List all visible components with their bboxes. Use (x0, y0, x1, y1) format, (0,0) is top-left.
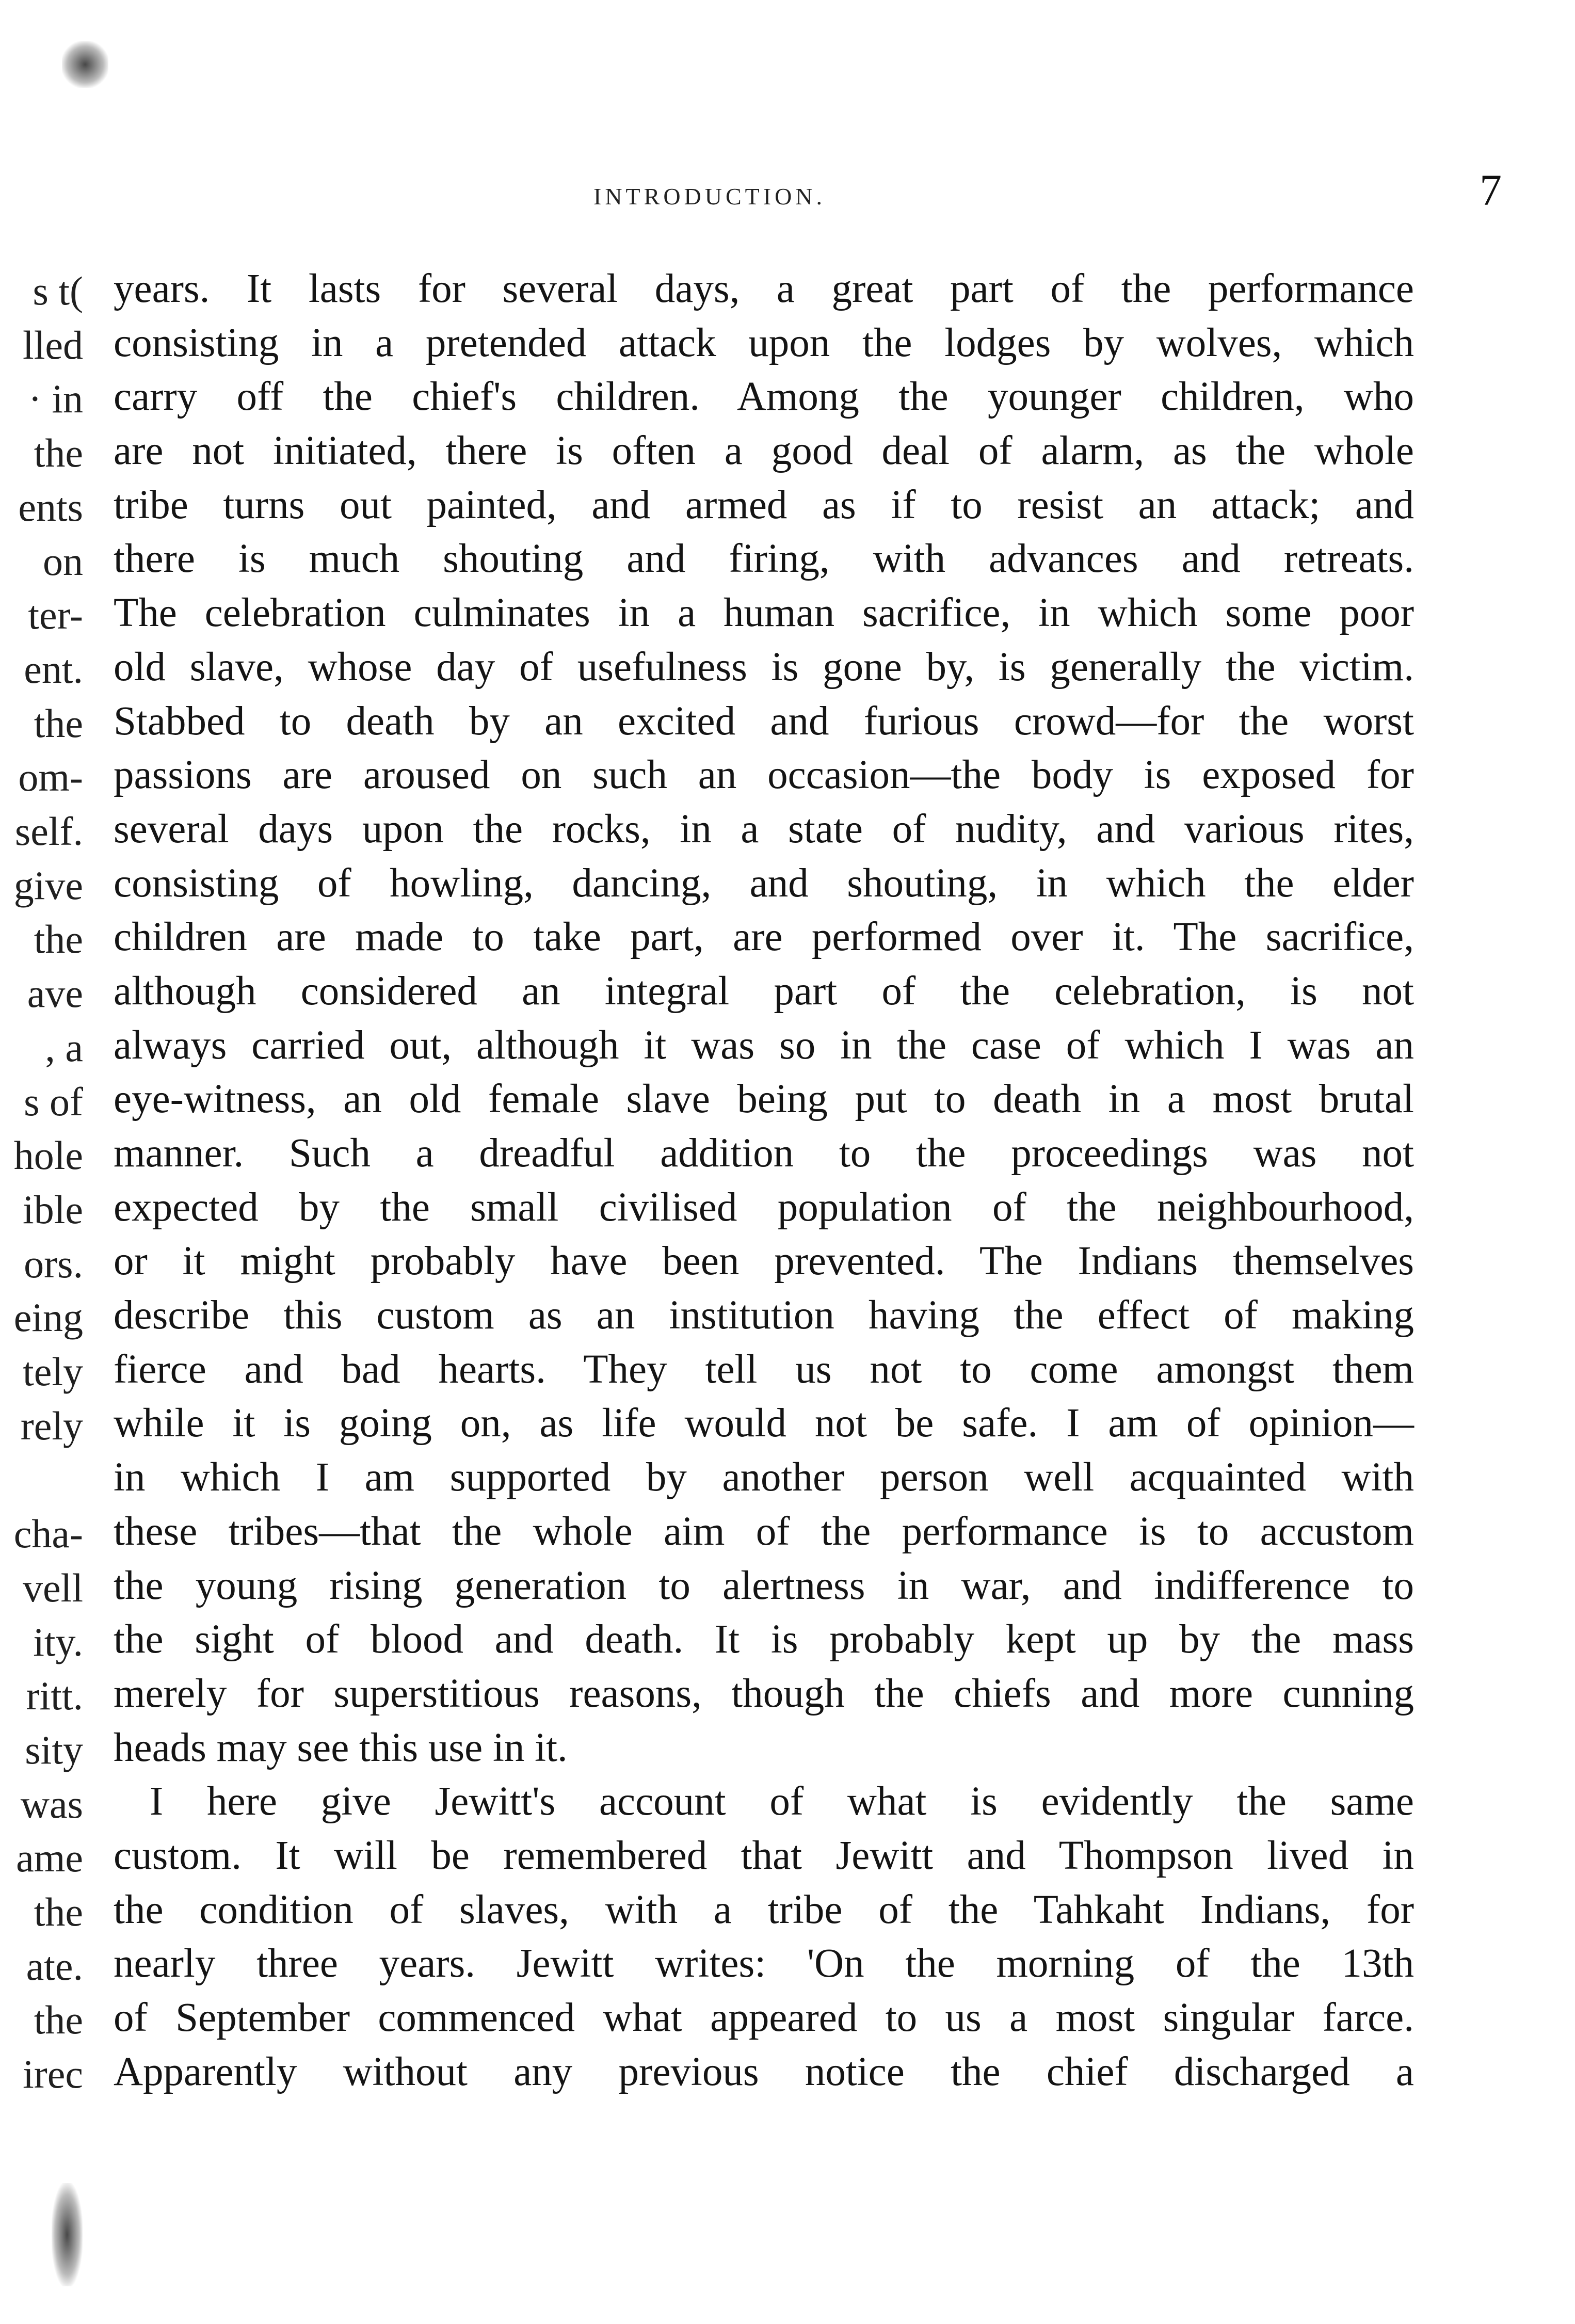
margin-fragment: tely (23, 1349, 83, 1394)
margin-fragment: ible (23, 1187, 83, 1232)
text-line: consisting in a pretended attack upon the lodges by wolves, which (114, 320, 1414, 365)
margin-fragment: ter- (28, 592, 83, 638)
text-line: children are made to take part, are performed over it. The sacrifice, (114, 915, 1414, 960)
text-line: carry off the chief's children. Among the younger children, who (114, 374, 1414, 420)
text-line: manner. Such a dreadful addition to the proceedings was not (114, 1131, 1414, 1176)
text-line: fierce and bad hearts. They tell us not to come amongst them (114, 1347, 1414, 1392)
text-line: the condition of slaves, with a tribe of the Tahkaht Indians, for (114, 1887, 1414, 1932)
margin-fragment: give (13, 862, 83, 908)
margin-fragment: s t( (33, 268, 83, 313)
margin-fragment: the (34, 1889, 83, 1934)
margin-fragment: cha- (13, 1511, 83, 1557)
text-line: these tribes—that the whole aim of the performance is to accustom (114, 1509, 1414, 1554)
text-line: Apparently without any previous notice the chief discharged a (114, 2049, 1414, 2094)
paragraph-end-line: heads may see this use in it. (114, 1725, 568, 1770)
text-line: while it is going on, as life would not be safe. I am of opinion— (114, 1401, 1414, 1446)
ink-smudge-top (62, 41, 108, 88)
page-number: 7 (1480, 165, 1502, 215)
margin-fragment: lled (23, 322, 83, 367)
margin-fragment: the (34, 700, 83, 746)
text-line: describe this custom as an institution having the effect of making (114, 1293, 1414, 1338)
margin-fragment: ents (18, 484, 83, 530)
text-line: or it might probably have been prevented. The Indians themselves (114, 1239, 1414, 1284)
text-line: always carried out, although it was so in the case of which I was an (114, 1022, 1414, 1068)
text-line: nearly three years. Jewitt writes: 'On the morning of the 13th (114, 1941, 1414, 1986)
running-head: INTRODUCTION. (593, 183, 826, 210)
margin-fragment: ritt. (26, 1673, 83, 1719)
margin-fragment: eing (13, 1295, 83, 1340)
margin-fragment: irec (23, 2051, 83, 2097)
margin-fragment: ity. (33, 1619, 83, 1664)
text-line: the sight of blood and death. It is probably kept up by the mass (114, 1617, 1414, 1662)
margin-fragment: om- (18, 755, 83, 800)
margin-fragment: sity (25, 1727, 83, 1772)
text-line: are not initiated, there is often a good deal of alarm, as the whole (114, 428, 1414, 474)
margin-fragment: was (20, 1781, 83, 1826)
text-line: years. It lasts for several days, a great part of the performance (114, 266, 1414, 311)
margin-fragment: ent. (24, 646, 83, 692)
text-line: tribe turns out painted, and armed as if to resist an attack; and (114, 482, 1414, 527)
text-line: there is much shouting and firing, with advances and retreats. (114, 536, 1414, 582)
text-line: merely for superstitious reasons, though the chiefs and more cunning (114, 1671, 1414, 1716)
text-line: although considered an integral part of the celebration, is not (114, 968, 1414, 1014)
margin-fragment: ame (16, 1835, 83, 1881)
text-line: in which I am supported by another person well acquainted with (114, 1455, 1414, 1500)
margin-fragment: ate. (26, 1943, 83, 1989)
margin-fragment: the (34, 1997, 83, 2043)
margin-fragment: ors. (24, 1241, 83, 1286)
ink-smudge-bottom (52, 2183, 83, 2286)
text-line: several days upon the rocks, in a state of nudity, and various rites, (114, 806, 1414, 852)
margin-fragment: on (43, 538, 83, 584)
text-line: the young rising generation to alertness in war, and indifference to (114, 1563, 1414, 1608)
text-line: old slave, whose day of usefulness is gone by, is generally the victim. (114, 644, 1414, 690)
margin-fragment: hole (13, 1133, 83, 1178)
text-line: Stabbed to death by an excited and furious crowd—for the worst (114, 698, 1414, 744)
text-line: consisting of howling, dancing, and shouting, in which the elder (114, 860, 1414, 906)
margin-fragment: the (34, 430, 83, 476)
text-line: eye-witness, an old female slave being put to death in a most brutal (114, 1077, 1414, 1122)
margin-fragment: , a (45, 1024, 83, 1070)
margin-fragment: s of (24, 1079, 83, 1124)
text-line: expected by the small civilised population of the neighbourhood, (114, 1184, 1414, 1230)
page-header (593, 164, 1502, 226)
margin-fragment: rely (20, 1403, 83, 1448)
paragraph-start-line: I here give Jewitt's account of what is evidently the same (150, 1779, 1414, 1824)
margin-fragment: · in (28, 376, 83, 422)
margin-fragment: ave (27, 971, 83, 1016)
text-line: The celebration culminates in a human sacrifice, in which some poor (114, 590, 1414, 636)
body-text (114, 262, 1414, 2099)
text-line: custom. It will be remembered that Jewitt and Thompson lived in (114, 1833, 1414, 1878)
text-line: passions are aroused on such an occasion—the body is exposed for (114, 752, 1414, 798)
margin-fragment: vell (23, 1565, 83, 1610)
margin-fragment: self. (14, 809, 83, 854)
margin-fragment: the (34, 917, 83, 962)
text-line: of September commenced what appeared to us a most singular farce. (114, 1995, 1414, 2040)
